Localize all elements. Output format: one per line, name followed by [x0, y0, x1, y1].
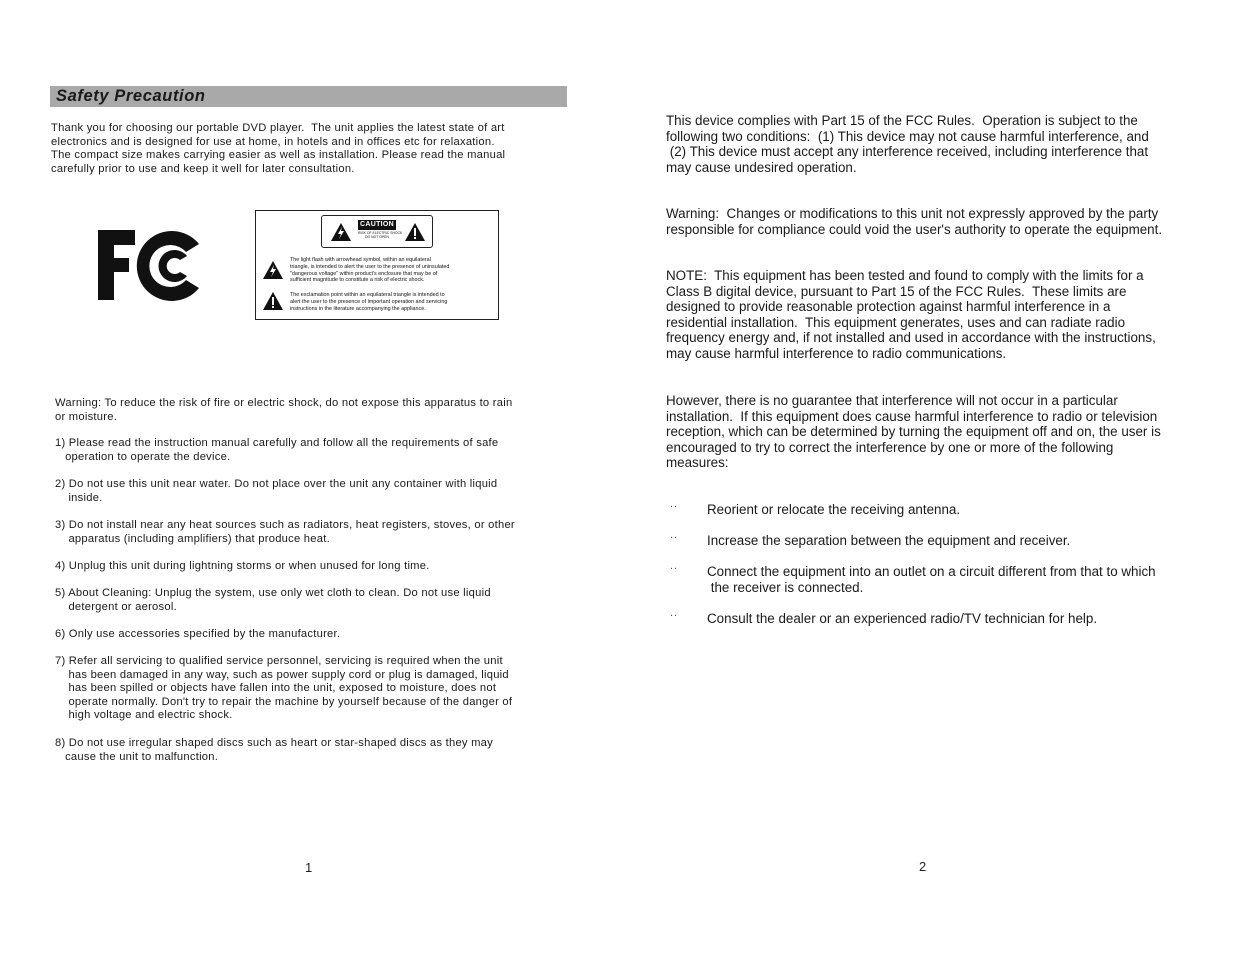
note-paragraph: NOTE: This equipment has been tested and found to comply with the limits for a Class B digital device, pursuant to Part 15 of the FCC Rules. These limits are designed to provide reasonable protection against harmful interference in a residential installation. This equipment generates, uses and can radiate radio frequency energy and, if not installed and used in accordance with the instructions, may cause harmful interference to radio communications. — [666, 268, 1156, 361]
list-item: 4) Unplug this unit during lightning storms or when unused for long time. — [55, 560, 430, 572]
list-item: 8) Do not use irregular shaped discs such as heart or star-shaped discs as they may cause the unit to malfunction. — [55, 737, 493, 763]
fcc-logo-icon — [95, 228, 203, 304]
warning-paragraph: Warning: To reduce the risk of fire or electric shock, do not expose this apparatus to rain or moisture. — [55, 397, 513, 423]
list-item: Consult the dealer or an experienced radio/TV technician for help. — [707, 611, 1098, 626]
list-item: 1) Please read the instruction manual carefully and follow all the requirements of safe operation to operate the device. — [55, 437, 499, 463]
page-number: 1 — [305, 860, 313, 875]
list-item: Reorient or relocate the receiving antenna. — [707, 502, 961, 517]
intro-paragraph: Thank you for choosing our portable DVD player. The unit applies the latest state of art electronics and is designed for use at home, in hotels and in offices etc for relaxation. The compact size makes carrying easier as well as installation. Please read the manual carefully prior to use and keep it well for later consultation. — [51, 122, 506, 175]
modification-warning-paragraph: Warning: Changes or modifications to this unit not expressly approved by the party responsible for compliance could void the user's authority to operate the equipment. — [666, 206, 1163, 237]
page-number: 2 — [919, 859, 927, 874]
exclamation-triangle-icon — [404, 222, 426, 242]
bullet-marker: .. — [670, 498, 679, 510]
caution-badge — [358, 220, 403, 242]
bullet-marker: .. — [670, 607, 679, 619]
fcc-compliance-paragraph: This device complies with Part 15 of the FCC Rules. Operation is subject to the following two conditions: (1) This device may not cause harmful interference, and (2) This device must accept any interference received, including interference that may cause undesired operation. — [666, 113, 1149, 175]
caution-label — [255, 210, 499, 320]
lightning-symbol-text: The light flash with arrowhead symbol, within an equilateral triangle, is intended to alert the user to the presence of uninsulated "dangerous voltage" within product's enclosure that may be of sufficient magnitude to constitute a risk of electric shock. — [290, 257, 450, 284]
exclamation-symbol-text: The exclamation point within an equilateral triangle is intended to alert the user to the presence of important operation and servicing instructions in the literature accompanying the appliance. — [290, 292, 448, 312]
exclamation-triangle-icon — [262, 290, 284, 312]
list-item: 2) Do not use this unit near water. Do not place over the unit any container with liquid inside. — [55, 478, 498, 504]
lightning-triangle-icon — [262, 259, 284, 281]
list-item: 7) Refer all servicing to qualified service personnel, servicing is required when the unit has been damaged in any way, such as power supply cord or plug is damaged, liquid has been spilled or objects have fallen into the unit, exposed to moisture, does not operate normally. Don't try to repair the machine by yourself because of the danger of high voltage and electric shock. — [55, 655, 513, 722]
list-item: 3) Do not install near any heat sources such as radiators, heat registers, stoves, or other apparatus (including amplifiers) that produce heat. — [55, 519, 515, 545]
bullet-marker: .. — [670, 529, 679, 541]
bullet-marker: .. — [670, 560, 679, 572]
page-right — [617, 0, 1235, 954]
lightning-triangle-icon — [330, 222, 352, 242]
list-item: 6) Only use accessories specified by the manufacturer. — [55, 628, 341, 640]
caution-word: CAUTION — [360, 221, 394, 228]
interference-paragraph: However, there is no guarantee that interference will not occur in a particular installation. If this equipment does cause harmful interference to radio or television reception, which can be determined by turning the equipment off and on, the user is encouraged to try to correct the interference by one or more of the following measures: — [666, 393, 1161, 471]
list-item: Increase the separation between the equipment and receiver. — [707, 533, 1071, 548]
section-title: Safety Precaution — [50, 86, 567, 107]
list-item: Connect the equipment into an outlet on a circuit different from that to which the receiver is connected. — [707, 564, 1156, 595]
caution-header — [321, 215, 433, 248]
page-left — [0, 0, 617, 954]
caution-subtext: RISK OF ELECTRIC SHOCK DO NOT OPEN — [358, 231, 403, 240]
list-item: 5) About Cleaning: Unplug the system, use only wet cloth to clean. Do not use liquid detergent or aerosol. — [55, 587, 491, 613]
